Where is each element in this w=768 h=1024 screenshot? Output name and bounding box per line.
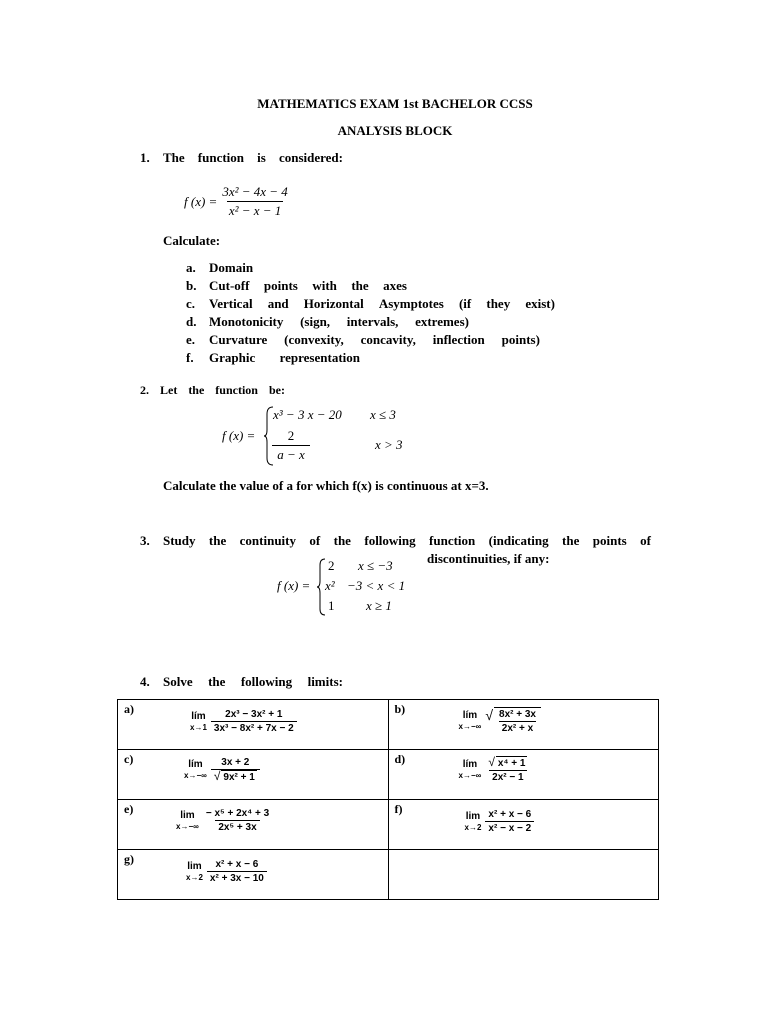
limit-numerator: x⁴ + 1 — [497, 758, 526, 769]
table-row — [118, 850, 659, 900]
table-row — [118, 750, 659, 800]
q2-number: 2. — [140, 383, 149, 397]
limit-cell-a — [118, 700, 389, 750]
list-item — [186, 259, 555, 277]
q3-word: following — [364, 533, 416, 548]
limit-denominator: 2x² + x — [499, 721, 536, 735]
q1-formula — [184, 184, 290, 219]
cell-label: d) — [394, 752, 406, 766]
cell-label: a) — [124, 702, 134, 716]
table-row — [118, 800, 659, 850]
item-letter: f. — [186, 350, 194, 365]
limit-numerator: 2x³ − 3x² + 1 — [225, 709, 283, 720]
item-word: the — [351, 278, 369, 293]
q2-piece2 — [272, 428, 310, 463]
q2-word: function — [215, 383, 258, 397]
item-letter: d. — [186, 314, 197, 329]
q4-word: Solve — [163, 674, 193, 689]
item-word: exist) — [525, 296, 555, 311]
q3-piece-cond: −3 < x < 1 — [347, 578, 406, 593]
limit-cell-c — [118, 750, 389, 800]
list-item — [186, 277, 555, 295]
sqrt-icon: √ — [488, 755, 495, 769]
item-word: with — [312, 278, 337, 293]
q3-word: of — [640, 533, 651, 548]
q2-prompt — [160, 383, 285, 398]
limit-expression — [176, 807, 272, 834]
sqrt-icon: √ — [485, 707, 494, 723]
q3-word: (indicating — [488, 533, 549, 548]
limit-expression — [459, 756, 531, 784]
exam-subtitle: ANALYSIS BLOCK — [337, 123, 453, 138]
exam-title: MATHEMATICS EXAM 1st BACHELOR CCSS — [257, 96, 533, 111]
limit-denominator: 3x³ − 8x² + 7x − 2 — [211, 721, 297, 735]
q3-word: of — [309, 533, 321, 548]
q2-cond1: x ≤ 3 — [370, 407, 396, 422]
limit-expression — [190, 708, 297, 735]
cell-label: e) — [124, 802, 134, 816]
q2-instruction: Calculate the value of a for which f(x) is continuous at x=3. — [163, 478, 489, 493]
limit-numerator: 3x + 2 — [221, 757, 250, 768]
q3-prompt — [163, 533, 651, 549]
q3-word: continuity — [239, 533, 296, 548]
item-word: Monotonicity — [209, 314, 284, 329]
limit-operator: lím — [462, 710, 478, 721]
cell-label: c) — [124, 752, 134, 766]
q1-prompt — [163, 150, 343, 166]
limit-subscript: x→−∞ — [458, 722, 482, 731]
limit-numerator: − x⁵ + 2x⁴ + 3 — [205, 808, 270, 819]
item-word: Asymptotes — [378, 296, 444, 311]
item-word: extremes) — [415, 314, 469, 329]
item-letter: c. — [186, 296, 196, 311]
limit-operator: lím — [191, 710, 206, 722]
limit-numerator: x² + x − 6 — [488, 809, 532, 820]
item-word: and — [267, 296, 289, 311]
cell-label: b) — [394, 702, 406, 716]
list-item — [186, 331, 555, 349]
limit-cell-d — [388, 750, 659, 800]
empty-cell — [388, 850, 659, 900]
q1-denominator: x² − x − 1 — [228, 203, 282, 218]
limit-subscript: x→1 — [190, 722, 207, 732]
item-word: Graphic — [209, 350, 256, 365]
q4-number: 4. — [140, 674, 150, 689]
q1-word: The — [163, 150, 185, 165]
q3-piece-cond: x ≤ −3 — [358, 558, 393, 573]
item-word: points — [263, 278, 298, 293]
cell-label: f) — [394, 802, 403, 816]
q4-word: limits: — [307, 674, 343, 689]
item-letter: b. — [186, 278, 197, 293]
q2-word: the — [188, 383, 205, 397]
limit-expression — [465, 808, 535, 835]
item-word: they — [486, 296, 511, 311]
list-item — [186, 313, 555, 331]
limit-denominator: x² − x − 2 — [485, 821, 534, 835]
item-word: Vertical — [209, 296, 253, 311]
item-word: (sign, — [300, 314, 331, 329]
limit-cell-g — [118, 850, 389, 900]
limits-table — [117, 699, 659, 900]
q2-word: be: — [268, 383, 285, 397]
limit-denominator: 2x⁵ + 3x — [215, 820, 259, 834]
q2-word: Let — [160, 383, 178, 397]
q2-piece2-denominator: a − x — [272, 445, 310, 463]
item-word: concavity, — [360, 332, 416, 347]
q3-piece-expr: x² — [325, 578, 335, 593]
limit-subscript: x→−∞ — [184, 771, 207, 780]
q1-word: is — [257, 150, 266, 165]
limit-operator: lím — [462, 759, 478, 770]
limit-subscript: x→−∞ — [458, 771, 482, 780]
q1-item-list — [186, 259, 555, 367]
item-letter: a. — [186, 260, 196, 275]
item-word: Curvature — [209, 332, 268, 347]
q1-calculate-label: Calculate: — [163, 233, 221, 248]
item-word: (convexity, — [284, 332, 344, 347]
table-row — [118, 700, 659, 750]
q1-fraction — [220, 184, 289, 219]
q1-lhs: f (x) = — [184, 193, 218, 209]
cell-label: g) — [124, 852, 134, 866]
q2-cond2: x > 3 — [375, 437, 403, 452]
q4-prompt — [163, 674, 343, 690]
q3-formula — [277, 556, 417, 616]
q3-piece-cond: x ≥ 1 — [366, 598, 392, 613]
limit-denominator: x² + 3x − 10 — [207, 871, 267, 885]
q1-word: function — [197, 150, 245, 165]
limit-denominator: 2x² − 1 — [489, 770, 526, 784]
limit-subscript: x→2 — [464, 822, 482, 832]
item-letter: e. — [186, 332, 196, 347]
q1-word: considered: — [278, 150, 343, 165]
q3-word: points — [592, 533, 627, 548]
list-item — [186, 295, 555, 313]
q2-formula — [222, 404, 422, 468]
q2-piece2-numerator: 2 — [287, 428, 295, 443]
q4-word: the — [208, 674, 226, 689]
item-word: inflection — [432, 332, 485, 347]
limit-operator: lim — [180, 809, 195, 821]
item-word: (if — [458, 296, 472, 311]
limit-operator: lím — [188, 759, 203, 770]
q3-word: the — [333, 533, 351, 548]
item-word: Horizontal — [303, 296, 364, 311]
q3-word: function — [429, 533, 476, 548]
q3-word: Study — [163, 533, 196, 548]
item-word: axes — [383, 278, 407, 293]
q3-piece-expr: 1 — [328, 598, 335, 613]
q3-number: 3. — [140, 533, 150, 548]
item-word: intervals, — [346, 314, 399, 329]
limit-expression — [459, 707, 542, 735]
limit-cell-b — [388, 700, 659, 750]
item-word: representation — [279, 350, 360, 365]
limit-denominator: 9x² + 1 — [223, 772, 255, 783]
q4-word: following — [240, 674, 293, 689]
q1-number: 1. — [140, 150, 150, 165]
item-word: points) — [501, 332, 540, 347]
q3-prompt-line2: discontinuities, if any: — [427, 551, 550, 566]
limit-operator: lim — [187, 860, 202, 872]
limit-expression — [186, 858, 267, 885]
limit-numerator: x² + x − 6 — [215, 859, 259, 870]
limit-expression — [184, 756, 260, 784]
q3-word: the — [562, 533, 580, 548]
limit-cell-f — [388, 800, 659, 850]
sqrt-icon: √ — [213, 769, 221, 783]
limit-cell-e — [118, 800, 389, 850]
q1-numerator: 3x² − 4x − 4 — [222, 184, 288, 199]
q3-piece-expr: 2 — [328, 558, 335, 573]
q2-piece1: x³ − 3 x − 20 — [273, 407, 342, 422]
q3-word: the — [208, 533, 227, 548]
q3-lhs: f (x) = — [277, 578, 311, 593]
item-word: Domain — [209, 260, 254, 275]
limit-numerator: 8x² + 3x — [499, 709, 536, 720]
q2-lhs: f (x) = — [222, 428, 256, 443]
limit-subscript: x→−∞ — [176, 821, 199, 831]
item-word: Cut-off — [209, 278, 250, 293]
limit-operator: lim — [465, 810, 481, 822]
list-item — [186, 349, 555, 367]
limit-subscript: x→2 — [186, 872, 203, 882]
